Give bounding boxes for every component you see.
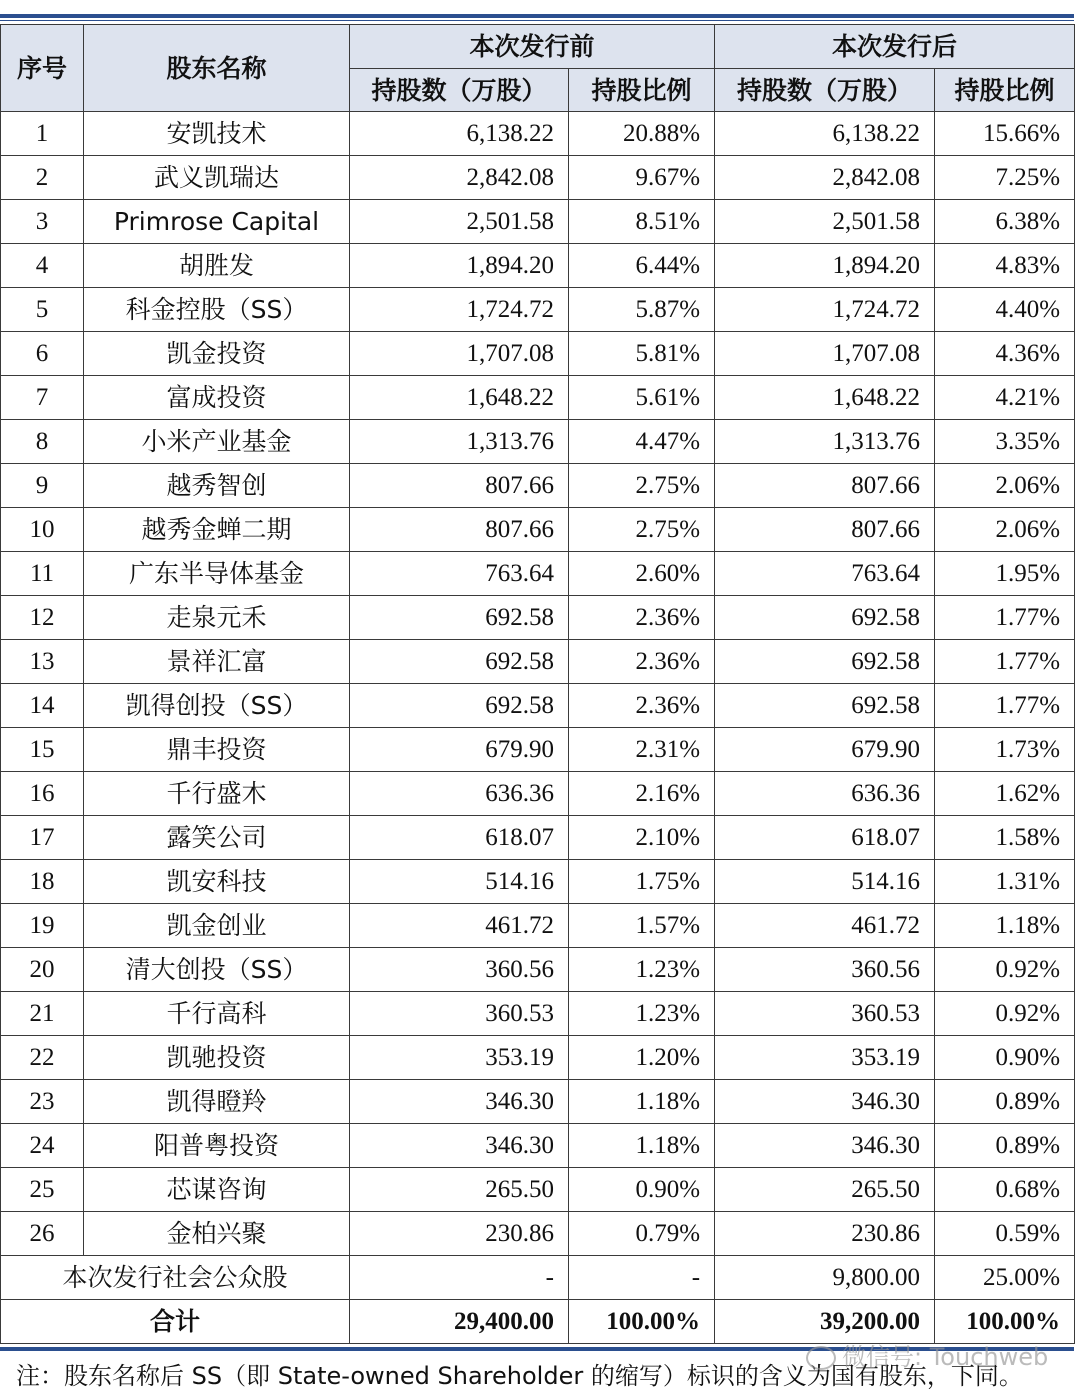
row-after-shares: 1,707.08 bbox=[715, 332, 935, 376]
row-after-ratio: 4.40% bbox=[935, 288, 1075, 332]
row-before-ratio: 1.75% bbox=[569, 860, 715, 904]
row-after-ratio: 7.25% bbox=[935, 156, 1075, 200]
row-before-ratio: 1.57% bbox=[569, 904, 715, 948]
row-before-shares: 1,648.22 bbox=[350, 376, 569, 420]
header-before-shares: 持股数（万股） bbox=[350, 69, 569, 112]
row-before-shares: 692.58 bbox=[350, 684, 569, 728]
row-index: 10 bbox=[1, 508, 84, 552]
row-name: 科金控股（SS） bbox=[84, 288, 350, 332]
row-after-shares: 692.58 bbox=[715, 640, 935, 684]
row-after-ratio: 0.68% bbox=[935, 1168, 1075, 1212]
row-name: 阳普粤投资 bbox=[84, 1124, 350, 1168]
row-name: 武义凯瑞达 bbox=[84, 156, 350, 200]
row-before-ratio: 2.75% bbox=[569, 508, 715, 552]
row-before-shares: 692.58 bbox=[350, 640, 569, 684]
row-after-shares: 1,894.20 bbox=[715, 244, 935, 288]
row-index: 18 bbox=[1, 860, 84, 904]
row-before-ratio: 1.23% bbox=[569, 948, 715, 992]
wechat-icon bbox=[806, 1346, 836, 1370]
row-before-ratio: 2.75% bbox=[569, 464, 715, 508]
row-name: 凯得瞪羚 bbox=[84, 1080, 350, 1124]
row-after-ratio: 15.66% bbox=[935, 112, 1075, 156]
row-name: 广东半导体基金 bbox=[84, 552, 350, 596]
row-after-ratio: 4.83% bbox=[935, 244, 1075, 288]
row-after-ratio: 0.92% bbox=[935, 992, 1075, 1036]
row-before-shares: 6,138.22 bbox=[350, 112, 569, 156]
row-name: 凯金创业 bbox=[84, 904, 350, 948]
table-row bbox=[1, 156, 1075, 200]
table-row bbox=[1, 1212, 1075, 1256]
table-row bbox=[1, 772, 1075, 816]
row-name: 富成投资 bbox=[84, 376, 350, 420]
row-before-ratio: 6.44% bbox=[569, 244, 715, 288]
row-after-shares: 353.19 bbox=[715, 1036, 935, 1080]
row-index: 6 bbox=[1, 332, 84, 376]
row-after-ratio: 4.36% bbox=[935, 332, 1075, 376]
row-name: 鼎丰投资 bbox=[84, 728, 350, 772]
public-before-shares: - bbox=[350, 1256, 569, 1300]
table-row bbox=[1, 904, 1075, 948]
row-name: 越秀智创 bbox=[84, 464, 350, 508]
row-after-ratio: 1.77% bbox=[935, 684, 1075, 728]
row-after-ratio: 0.89% bbox=[935, 1124, 1075, 1168]
table-row bbox=[1, 420, 1075, 464]
row-after-shares: 1,648.22 bbox=[715, 376, 935, 420]
row-name: 千行盛木 bbox=[84, 772, 350, 816]
row-before-shares: 807.66 bbox=[350, 508, 569, 552]
row-after-shares: 1,313.76 bbox=[715, 420, 935, 464]
row-index: 15 bbox=[1, 728, 84, 772]
row-index: 19 bbox=[1, 904, 84, 948]
row-index: 17 bbox=[1, 816, 84, 860]
top-rule bbox=[0, 14, 1074, 18]
row-index: 9 bbox=[1, 464, 84, 508]
row-after-shares: 2,501.58 bbox=[715, 200, 935, 244]
table-row bbox=[1, 464, 1075, 508]
row-after-ratio: 1.77% bbox=[935, 596, 1075, 640]
row-before-ratio: 1.23% bbox=[569, 992, 715, 1036]
table-row bbox=[1, 244, 1075, 288]
row-before-ratio: 2.31% bbox=[569, 728, 715, 772]
row-before-ratio: 9.67% bbox=[569, 156, 715, 200]
public-after-ratio: 25.00% bbox=[935, 1256, 1075, 1300]
row-name: 凯驰投资 bbox=[84, 1036, 350, 1080]
table-row bbox=[1, 948, 1075, 992]
row-after-ratio: 1.18% bbox=[935, 904, 1075, 948]
row-before-ratio: 2.36% bbox=[569, 684, 715, 728]
row-after-ratio: 1.58% bbox=[935, 816, 1075, 860]
header-before: 本次发行前 bbox=[350, 25, 715, 69]
row-name: 露笑公司 bbox=[84, 816, 350, 860]
row-before-ratio: 4.47% bbox=[569, 420, 715, 464]
row-before-shares: 230.86 bbox=[350, 1212, 569, 1256]
row-name: 清大创投（SS） bbox=[84, 948, 350, 992]
row-name: 小米产业基金 bbox=[84, 420, 350, 464]
row-before-shares: 763.64 bbox=[350, 552, 569, 596]
table-row bbox=[1, 508, 1075, 552]
row-name: 凯金投资 bbox=[84, 332, 350, 376]
row-index: 25 bbox=[1, 1168, 84, 1212]
row-before-ratio: 5.81% bbox=[569, 332, 715, 376]
row-index: 23 bbox=[1, 1080, 84, 1124]
table-body bbox=[1, 112, 1075, 1256]
row-before-ratio: 0.90% bbox=[569, 1168, 715, 1212]
row-after-ratio: 1.77% bbox=[935, 640, 1075, 684]
row-after-ratio: 0.92% bbox=[935, 948, 1075, 992]
row-index: 3 bbox=[1, 200, 84, 244]
total-after-shares: 39,200.00 bbox=[715, 1300, 935, 1344]
total-label: 合计 bbox=[1, 1300, 350, 1344]
row-after-shares: 1,724.72 bbox=[715, 288, 935, 332]
row-after-shares: 514.16 bbox=[715, 860, 935, 904]
row-before-shares: 1,894.20 bbox=[350, 244, 569, 288]
row-after-shares: 692.58 bbox=[715, 684, 935, 728]
row-after-shares: 618.07 bbox=[715, 816, 935, 860]
watermark bbox=[806, 1337, 1048, 1372]
row-after-shares: 346.30 bbox=[715, 1124, 935, 1168]
row-before-shares: 618.07 bbox=[350, 816, 569, 860]
table-row bbox=[1, 992, 1075, 1036]
row-name: 越秀金蝉二期 bbox=[84, 508, 350, 552]
row-after-ratio: 1.73% bbox=[935, 728, 1075, 772]
row-index: 24 bbox=[1, 1124, 84, 1168]
table-row bbox=[1, 640, 1075, 684]
table-row bbox=[1, 200, 1075, 244]
row-before-ratio: 8.51% bbox=[569, 200, 715, 244]
table-row bbox=[1, 816, 1075, 860]
row-before-ratio: 1.18% bbox=[569, 1124, 715, 1168]
row-name: 金柏兴聚 bbox=[84, 1212, 350, 1256]
footnote: 注：股东名称后 SS（即 State-owned Shareholder 的缩写）标识的含义为国有股东，下同。 bbox=[16, 1362, 1023, 1390]
row-after-shares: 807.66 bbox=[715, 508, 935, 552]
row-name: 凯安科技 bbox=[84, 860, 350, 904]
row-after-ratio: 1.62% bbox=[935, 772, 1075, 816]
row-name: 景祥汇富 bbox=[84, 640, 350, 684]
row-after-shares: 679.90 bbox=[715, 728, 935, 772]
row-before-ratio: 5.61% bbox=[569, 376, 715, 420]
row-name: 千行高科 bbox=[84, 992, 350, 1036]
public-after-shares: 9,800.00 bbox=[715, 1256, 935, 1300]
watermark-text: 微信号: Touchweb bbox=[842, 1343, 1049, 1371]
header-index: 序号 bbox=[1, 25, 84, 112]
row-after-shares: 807.66 bbox=[715, 464, 935, 508]
row-before-ratio: 5.87% bbox=[569, 288, 715, 332]
row-before-shares: 1,724.72 bbox=[350, 288, 569, 332]
row-after-ratio: 0.59% bbox=[935, 1212, 1075, 1256]
table-row bbox=[1, 1124, 1075, 1168]
row-after-ratio: 3.35% bbox=[935, 420, 1075, 464]
public-shares-row bbox=[1, 1256, 1075, 1300]
total-after-ratio: 100.00% bbox=[935, 1300, 1075, 1344]
table-row bbox=[1, 860, 1075, 904]
row-index: 13 bbox=[1, 640, 84, 684]
header-name: 股东名称 bbox=[84, 25, 350, 112]
table-row bbox=[1, 376, 1075, 420]
table-row bbox=[1, 552, 1075, 596]
row-before-shares: 265.50 bbox=[350, 1168, 569, 1212]
header-after: 本次发行后 bbox=[715, 25, 1075, 69]
table-row bbox=[1, 288, 1075, 332]
row-name: 芯谋咨询 bbox=[84, 1168, 350, 1212]
row-after-ratio: 0.90% bbox=[935, 1036, 1075, 1080]
row-name: Primrose Capital bbox=[84, 200, 350, 244]
row-after-ratio: 2.06% bbox=[935, 464, 1075, 508]
row-after-shares: 692.58 bbox=[715, 596, 935, 640]
row-before-shares: 514.16 bbox=[350, 860, 569, 904]
row-name: 胡胜发 bbox=[84, 244, 350, 288]
row-before-shares: 636.36 bbox=[350, 772, 569, 816]
header-after-ratio: 持股比例 bbox=[935, 69, 1075, 112]
row-name: 安凯技术 bbox=[84, 112, 350, 156]
row-after-shares: 346.30 bbox=[715, 1080, 935, 1124]
row-index: 4 bbox=[1, 244, 84, 288]
top-rule-thin bbox=[0, 20, 1074, 21]
row-after-ratio: 4.21% bbox=[935, 376, 1075, 420]
row-index: 26 bbox=[1, 1212, 84, 1256]
table-row bbox=[1, 1036, 1075, 1080]
row-before-ratio: 2.60% bbox=[569, 552, 715, 596]
row-before-shares: 346.30 bbox=[350, 1124, 569, 1168]
row-after-shares: 763.64 bbox=[715, 552, 935, 596]
row-before-shares: 2,501.58 bbox=[350, 200, 569, 244]
row-after-shares: 265.50 bbox=[715, 1168, 935, 1212]
row-before-shares: 353.19 bbox=[350, 1036, 569, 1080]
row-index: 16 bbox=[1, 772, 84, 816]
table-row bbox=[1, 112, 1075, 156]
row-index: 5 bbox=[1, 288, 84, 332]
row-before-shares: 360.53 bbox=[350, 992, 569, 1036]
row-before-shares: 346.30 bbox=[350, 1080, 569, 1124]
row-after-shares: 461.72 bbox=[715, 904, 935, 948]
header-after-shares: 持股数（万股） bbox=[715, 69, 935, 112]
row-name: 凯得创投（SS） bbox=[84, 684, 350, 728]
row-before-shares: 807.66 bbox=[350, 464, 569, 508]
row-before-ratio: 1.18% bbox=[569, 1080, 715, 1124]
row-before-shares: 679.90 bbox=[350, 728, 569, 772]
public-before-ratio: - bbox=[569, 1256, 715, 1300]
row-before-ratio: 0.79% bbox=[569, 1212, 715, 1256]
row-index: 20 bbox=[1, 948, 84, 992]
table-row bbox=[1, 728, 1075, 772]
public-shares-label: 本次发行社会公众股 bbox=[1, 1256, 350, 1300]
row-index: 11 bbox=[1, 552, 84, 596]
table-row bbox=[1, 1080, 1075, 1124]
row-name: 走泉元禾 bbox=[84, 596, 350, 640]
total-before-ratio: 100.00% bbox=[569, 1300, 715, 1344]
row-before-ratio: 1.20% bbox=[569, 1036, 715, 1080]
row-index: 12 bbox=[1, 596, 84, 640]
row-before-shares: 692.58 bbox=[350, 596, 569, 640]
row-after-ratio: 2.06% bbox=[935, 508, 1075, 552]
row-after-shares: 360.56 bbox=[715, 948, 935, 992]
table-row bbox=[1, 1168, 1075, 1212]
row-index: 8 bbox=[1, 420, 84, 464]
header-before-ratio: 持股比例 bbox=[569, 69, 715, 112]
row-after-shares: 360.53 bbox=[715, 992, 935, 1036]
row-after-shares: 6,138.22 bbox=[715, 112, 935, 156]
table-row bbox=[1, 684, 1075, 728]
row-index: 14 bbox=[1, 684, 84, 728]
shareholder-table bbox=[0, 24, 1075, 1344]
row-index: 1 bbox=[1, 112, 84, 156]
row-index: 21 bbox=[1, 992, 84, 1036]
table-row bbox=[1, 332, 1075, 376]
row-before-ratio: 2.36% bbox=[569, 640, 715, 684]
row-after-ratio: 6.38% bbox=[935, 200, 1075, 244]
row-before-ratio: 2.36% bbox=[569, 596, 715, 640]
total-before-shares: 29,400.00 bbox=[350, 1300, 569, 1344]
row-after-ratio: 1.31% bbox=[935, 860, 1075, 904]
row-index: 7 bbox=[1, 376, 84, 420]
row-after-ratio: 0.89% bbox=[935, 1080, 1075, 1124]
row-before-shares: 360.56 bbox=[350, 948, 569, 992]
row-index: 2 bbox=[1, 156, 84, 200]
row-after-shares: 230.86 bbox=[715, 1212, 935, 1256]
row-before-shares: 1,707.08 bbox=[350, 332, 569, 376]
row-before-shares: 461.72 bbox=[350, 904, 569, 948]
row-after-shares: 636.36 bbox=[715, 772, 935, 816]
row-index: 22 bbox=[1, 1036, 84, 1080]
row-after-shares: 2,842.08 bbox=[715, 156, 935, 200]
row-after-ratio: 1.95% bbox=[935, 552, 1075, 596]
row-before-shares: 1,313.76 bbox=[350, 420, 569, 464]
table-row bbox=[1, 596, 1075, 640]
row-before-ratio: 2.16% bbox=[569, 772, 715, 816]
row-before-ratio: 2.10% bbox=[569, 816, 715, 860]
row-before-shares: 2,842.08 bbox=[350, 156, 569, 200]
row-before-ratio: 20.88% bbox=[569, 112, 715, 156]
